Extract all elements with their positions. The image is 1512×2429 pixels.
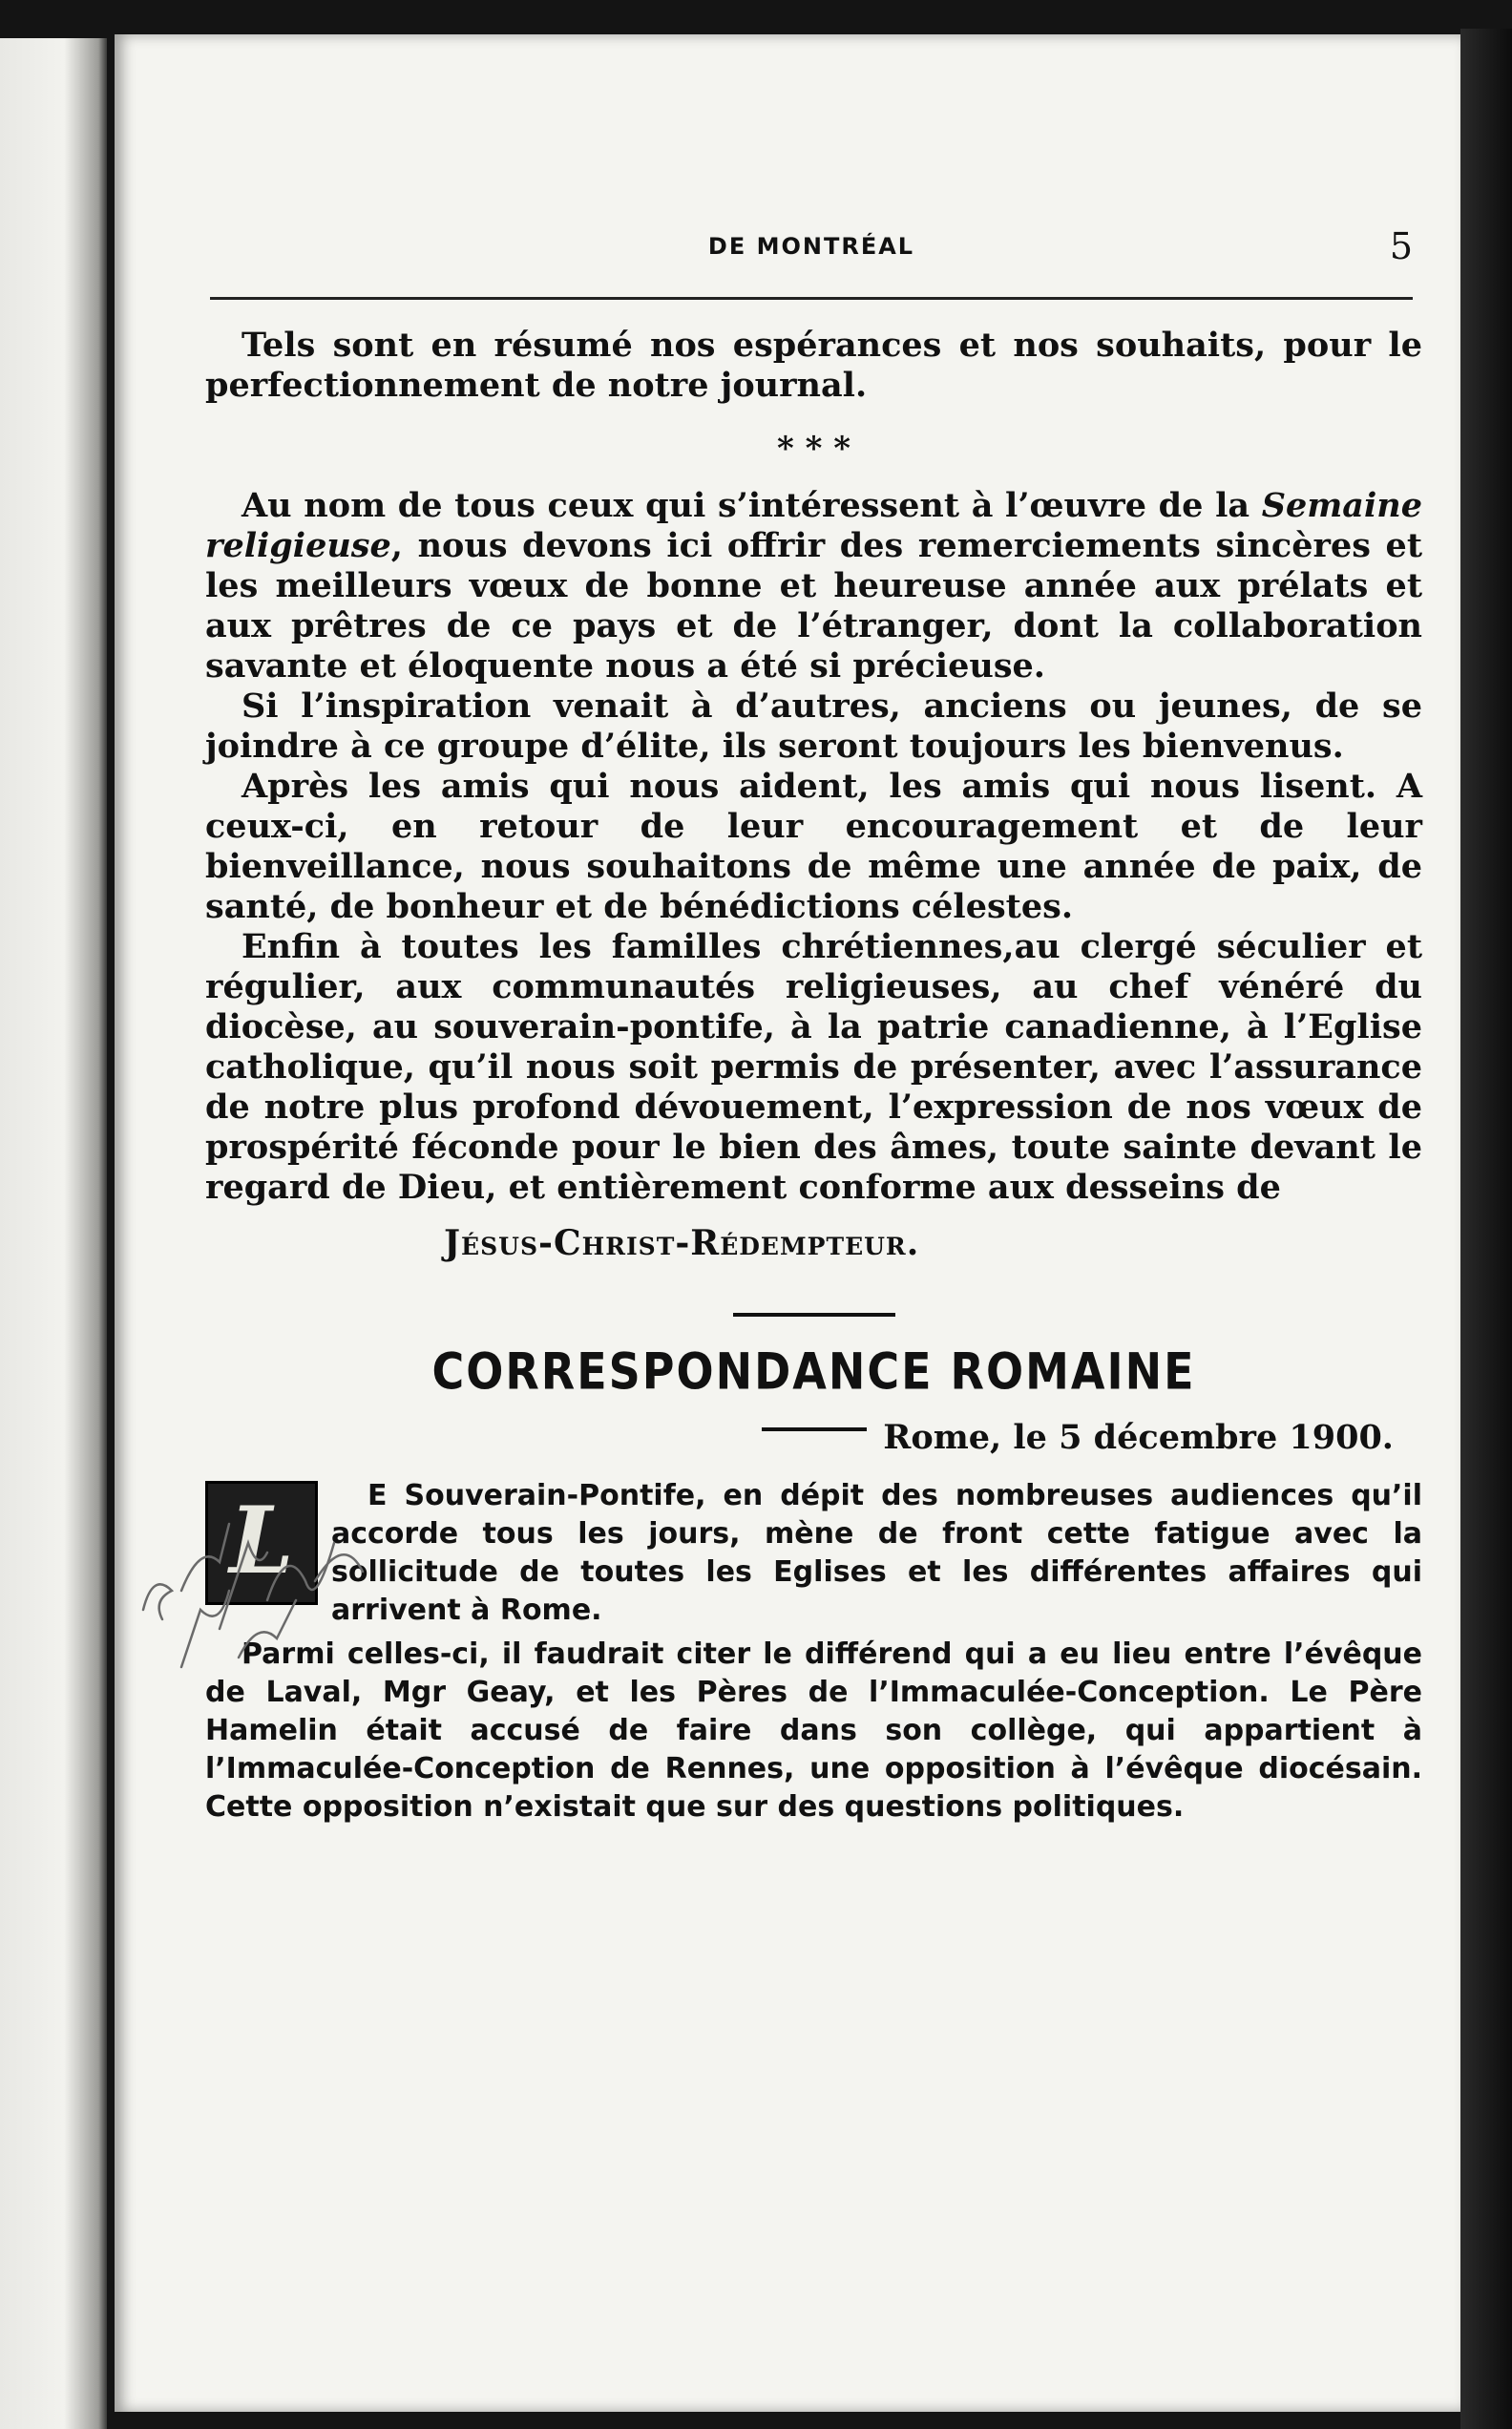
drop-cap-letter: L <box>229 1487 294 1595</box>
paragraph: Enfin à toutes les familles chrétiennes,au clergé séculier et régulier, aux communautés religieuses, au chef vénéré du diocèse, au souverain-pontife, à la patrie canadienne, à l’Eglise catholique, qu’il nous soit permis de présenter, avec l’assurance de notre plus profond dévouement, l’expression de nos vœux de prospérité féconde pour le bien des âmes, toute sainte devant le regard de Dieu, et entièrement conforme aux desseins de <box>205 927 1422 1207</box>
page-number: 5 <box>1389 225 1413 267</box>
signature: Jésus-Christ-Rédempteur. <box>444 1223 920 1263</box>
paragraph: Au nom de tous ceux qui s’intéressent à l’œuvre de la Semaine religieuse, nous devons ici offrir des remerciements sincères et les meilleurs vœux de bonne et heureuse année aux prélats et aux prêtres de ce pays et de l’étranger, dont la collaboration savante et éloquente nous a été si précieuse. <box>205 486 1422 686</box>
publication-title: Semaine religieuse <box>205 486 1422 565</box>
paragraph: Parmi celles-ci, il faudrait citer le différend qui a eu lieu entre l’évêque de Laval, Mgr Geay, et les Pères de l’Immaculée-Conception. Le Père Hamelin était accusé de faire dans son collège, qui appartient à l’Immaculée-Conception de Rennes, une opposition à l’évêque diocésain. Cette opposition n’existait que sur des questions politiques. <box>205 1637 1422 1824</box>
right-page-edge <box>1460 29 1512 2429</box>
paragraph: E Souverain-Pontife, en dépit des nombreuses audiences qu’il accorde tous les jours, mène de front cette fatigue avec la sollicitude de toutes les Eglises et les différentes affaires qui arrivent à Rome. <box>331 1479 1422 1627</box>
paragraph: Tels sont en résumé nos espérances et nos souhaits, pour le perfectionnement de notre journal. <box>205 326 1422 405</box>
header-rule <box>210 297 1413 300</box>
paragraph: Après les amis qui nous aident, les amis qui nous lisent. A ceux-ci, en retour de leur encouragement et de leur bienveillance, nous souhaitons de même une année de paix, de santé, de bonheur et de bénédictions célestes. <box>205 767 1422 926</box>
running-head <box>210 225 1413 283</box>
book-page <box>115 34 1460 2412</box>
running-title: DE MONTRÉAL <box>707 233 915 260</box>
handwritten-annotation <box>124 1476 468 1705</box>
section-divider <box>733 1313 895 1317</box>
asterism-separator: * * * <box>776 430 850 468</box>
paragraph: Si l’inspiration venait à d’autres, anciens ou jeunes, de se joindre à ce groupe d’élite, ils seront toujours les bienvenus. <box>205 686 1422 766</box>
left-page-edge <box>0 38 107 2429</box>
section-title: CORRESPONDANCE ROMAINE <box>431 1341 1196 1402</box>
dateline: Rome, le 5 décembre 1900. <box>883 1418 1394 1457</box>
